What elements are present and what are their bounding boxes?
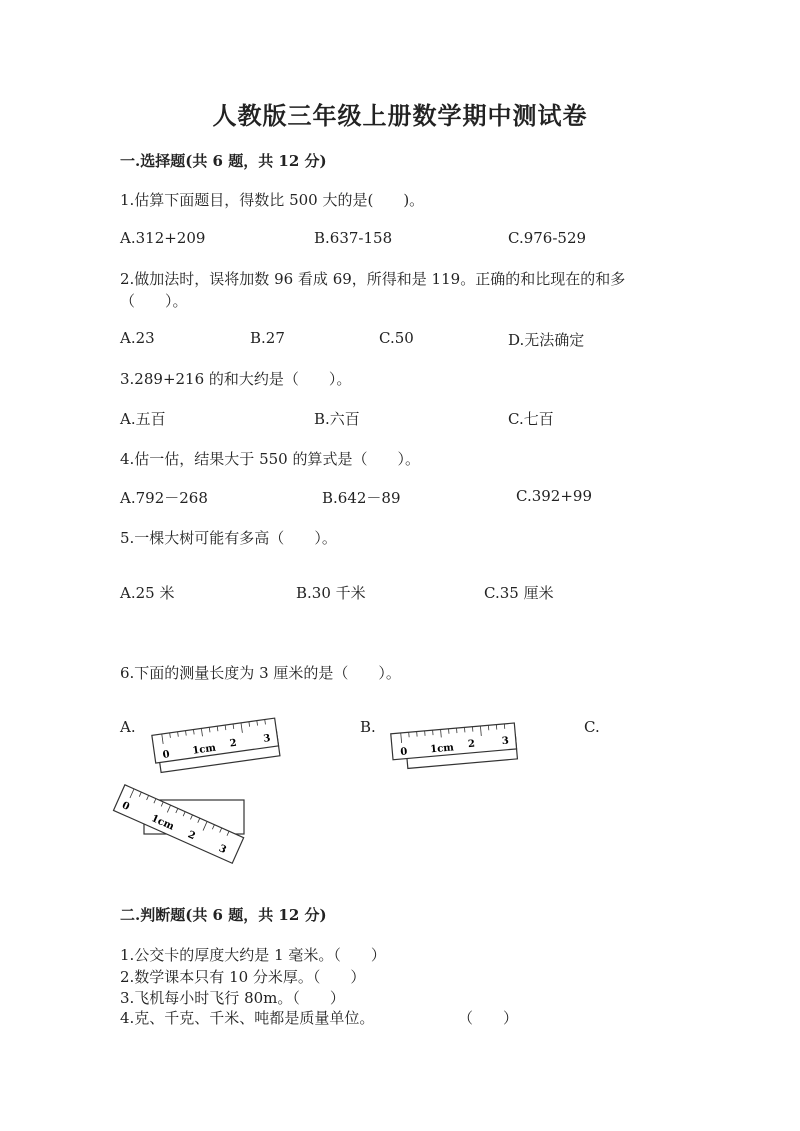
ruler-b-three: 3 [501,735,510,748]
ruler-c-three: 3 [217,843,228,857]
judge-item-3: 3.飞机每小时飞行 80m。（ ） [120,989,345,1007]
q6-option-a[interactable]: A. [120,718,136,736]
question-2-blank: （ ）。 [120,292,188,310]
ruler-c-cm: 1cm [149,813,176,833]
ruler-a-two: 2 [229,737,238,750]
question-5: 5.一棵大树可能有多高（ ）。 [120,529,337,547]
ruler-b-zero: 0 [399,746,408,759]
q5-option-a[interactable]: A.25 米 [120,584,175,602]
q6-option-b[interactable]: B. [360,718,376,736]
q4-option-b[interactable]: B.642－89 [322,489,401,507]
q2-option-c[interactable]: C.50 [379,329,414,347]
q3-option-c[interactable]: C.七百 [508,410,554,428]
ruler-c-two: 2 [185,829,197,843]
ruler-a-zero: 0 [162,749,171,762]
q4-option-c[interactable]: C.392+99 [516,487,592,505]
q1-option-c[interactable]: C.976-529 [508,229,587,247]
q3-option-b[interactable]: B.六百 [314,410,360,428]
ruler-b-two: 2 [467,738,476,751]
judge-item-4: 4.克、千克、千米、吨都是质量单位。 [120,1009,375,1027]
q2-option-a[interactable]: A.23 [120,329,155,347]
question-3: 3.289+216 的和大约是（ ）。 [120,370,352,388]
ruler-c-zero: 0 [120,800,132,813]
q5-option-b[interactable]: B.30 千米 [296,584,366,602]
section-2-heading: 二.判断题(共 6 题，共 12 分) [120,906,327,924]
q2-option-d[interactable]: D.无法确定 [508,331,585,349]
ruler-a-three: 3 [262,732,272,745]
question-1: 1.估算下面题目，得数比 500 大的是( )。 [120,191,425,209]
judge-item-4-paren: （ ） [458,1009,519,1027]
ruler-a-cm: 1cm [191,742,217,757]
question-2: 2.做加法时，误将加数 96 看成 69，所得和是 119。正确的和比现在的和多 [120,270,626,288]
question-4: 4.估一估，结果大于 550 的算式是（ ）。 [120,450,420,468]
ruler-a-image[interactable] [150,716,290,776]
section-1-heading: 一.选择题(共 6 题，共 12 分) [120,152,327,170]
q3-option-a[interactable]: A.五百 [120,410,166,428]
q1-option-a[interactable]: A.312+209 [120,229,206,247]
ruler-b-image[interactable] [388,720,528,770]
q1-option-b[interactable]: B.637-158 [314,229,393,247]
judge-item-1: 1.公交卡的厚度大约是 1 毫米。（ ） [120,946,386,964]
judge-item-2: 2.数学课本只有 10 分米厚。（ ） [120,968,366,986]
ruler-c-image[interactable] [114,790,254,862]
page-title: 人教版三年级上册数学期中测试卷 [212,101,588,130]
ruler-b-cm: 1cm [429,742,455,756]
q6-option-c[interactable]: C. [584,718,600,736]
q2-option-b[interactable]: B.27 [250,329,285,347]
q5-option-c[interactable]: C.35 厘米 [484,584,554,602]
question-6: 6.下面的测量长度为 3 厘米的是（ ）。 [120,664,401,682]
q4-option-a[interactable]: A.792－268 [120,489,208,507]
